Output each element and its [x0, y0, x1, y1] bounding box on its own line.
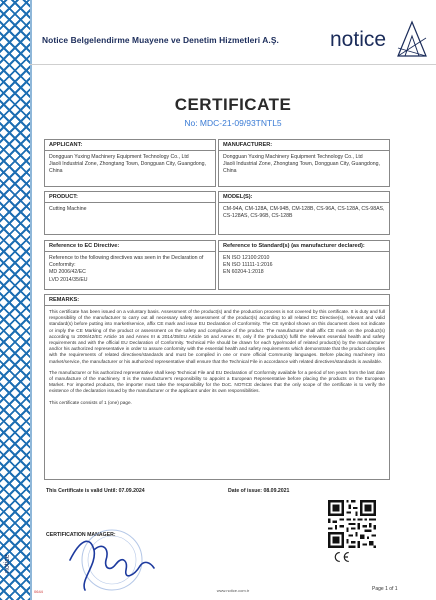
organization-name: Notice Belgelendirme Muayene ve Denetim Hizmetleri A.Ş.	[42, 35, 279, 45]
ce-mark-icon	[333, 551, 351, 563]
standard-item: EN ISO 12100:2010	[223, 255, 270, 261]
signature	[50, 520, 180, 595]
manufacturer-address: Jiaoli Industrial Zone, Zhongtang Town, Dongguan City, Guangdong, China	[223, 161, 380, 175]
ec-directive-label: Reference to EC Directive:	[45, 241, 215, 252]
issue-date: 08.09.2021	[263, 488, 290, 494]
remarks-paragraph: This certificate has been issued on a voluntary basis. Assessment of the product(s) and the production process is not covered by this certificate. It is duty and full responsibility of the manufacturer to carry out all necessary safety assessment of the product(s) according to all related EC Directive(s), relevant and valid standard(s) before putting into market/service, affix CE mark and issue EU Declaration of Conformity. The CE symbol shown on this document does not indicate or imply the CE Marking of the product or assessment on the safety and compliance of the product. The manufacturer shall affix CE mark on the product(s) according to 2006/42/EC Article 16 and Annex III & 2014/35/EU Article 16 and Annex III, only if the product(s) fulfil the relevant essential health and safety requirements and with the official EU Declaration of Conformity. Technical File should be drawn for each type/model of related product(s) by the manufacturer and/or his authorized representative in order to assure conformity with the essential health and safety requirements which demonstrate that the product complies with the requirements of related directives/standards and must be compiled in one or more official Community languages. Before placing machinery into market/service, the manufacturer or his authorized representative shall ensure that the Technical File in accordance with related directives/standards is available.	[49, 309, 385, 364]
models-label: MODEL(S):	[219, 192, 389, 203]
border-line	[30, 0, 32, 600]
certificate-title: CERTIFICATE	[174, 95, 292, 114]
notice-logo	[330, 16, 430, 60]
standard-item: EN 60204-1:2018	[223, 269, 264, 276]
models-box	[218, 191, 390, 235]
product-label: PRODUCT:	[45, 192, 215, 203]
decorative-left-border	[0, 0, 30, 600]
logo-mark-icon	[396, 18, 428, 58]
product-box	[44, 191, 216, 235]
manufacturer-label: MANUFACTURER:	[219, 140, 389, 151]
side-logo: notice	[4, 554, 11, 573]
page-number: Page 1 of 1	[372, 586, 398, 592]
footer-url: www.notice.com.tr	[216, 588, 250, 593]
valid-until	[46, 488, 145, 494]
applicant-label: APPLICANT:	[45, 140, 215, 151]
remarks-paragraph: The manufacturer or his authorized representative shall keep Technical File and EU Declaration of Conformity available for a period of ten years from the last date of manufacture of the machinery. It is the manufacturer's responsibility to appoint a European Representative before placing the products on the European Market. For imported products, the importer must take the responsibility for the DoC. NOTICE declares that the only scope of the certificate is to verify the existence of the declaration issued by the manufacturer or the applicant under its own responsibilities.	[49, 369, 385, 394]
applicant-address: Jiaoli Industrial Zone, Zhongtang Town, Dongguan City, Guangdong, China	[49, 161, 206, 175]
issue-date-label: Date of issue:	[228, 488, 263, 494]
certificate-number: No: MDC-21-09/93TNTL5	[184, 118, 282, 128]
valid-until-date: 07.09.2024	[118, 488, 145, 494]
standard-item: EN ISO 11111-1:2016	[223, 262, 273, 269]
manufacturer-name: Dongguan Yuxing Machinery Equipment Technology Co., Ltd	[223, 154, 363, 160]
header-divider	[30, 64, 436, 65]
standards-label: Reference to Standard(s) (as manufacturer declared):	[219, 241, 389, 252]
standards-box	[218, 240, 390, 290]
ec-directive-box	[44, 240, 216, 290]
document-code: 0644	[34, 589, 43, 594]
remarks-box	[44, 294, 390, 480]
manufacturer-box	[218, 139, 390, 187]
remarks-paragraph: This certificate consists of 1 (one) page.	[49, 399, 132, 405]
logo-text: notice	[330, 28, 387, 51]
certification-manager-label: CERTIFICATION MANAGER:	[46, 532, 116, 538]
valid-until-label: This Certificate is valid Until:	[46, 488, 118, 494]
ec-directive-item: MD 2006/42/EC	[49, 269, 86, 276]
applicant-box	[44, 139, 216, 187]
product-value: Cutting Machine	[49, 206, 87, 212]
qr-code	[328, 500, 376, 548]
ec-directive-item: LVD 2014/35/EU	[49, 276, 88, 283]
models-value: CM-94A, CM-128A, CM-94B, CM-128B, CS-96A, CS-128A, CS-98AS, CS-128AS, CS-96B, CS-128B	[223, 206, 385, 220]
date-of-issue	[228, 488, 289, 494]
ec-directive-intro: Reference to the following directives was seen in the Declaration of Conformity:	[49, 255, 204, 269]
applicant-name: Dongguan Yuxing Machinery Equipment Technology Co., Ltd	[49, 154, 189, 160]
remarks-label: REMARKS:	[45, 295, 389, 306]
